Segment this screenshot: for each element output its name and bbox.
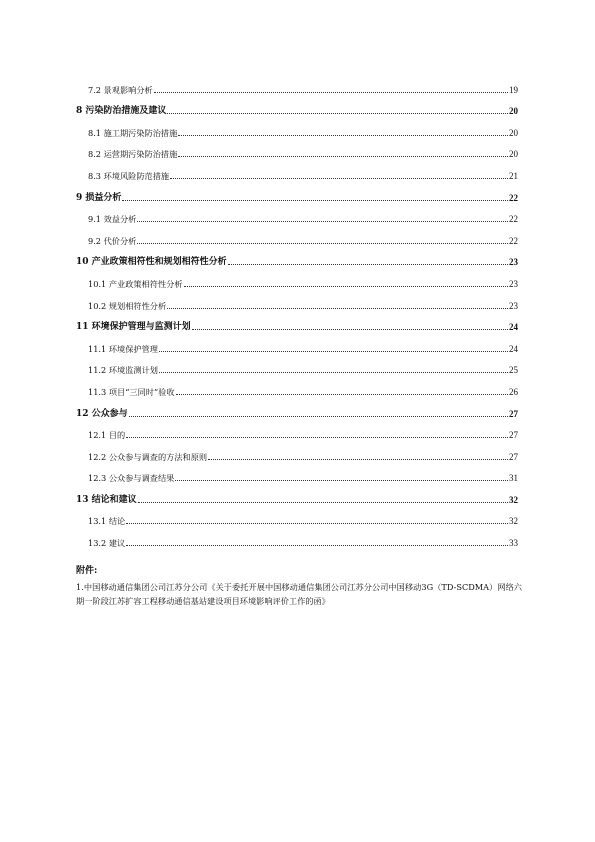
toc-page-number: 23 [509, 257, 518, 268]
toc-section-entry[interactable] [76, 225, 518, 247]
toc-page-number: 27 [509, 408, 518, 419]
toc-page-number: 32 [509, 494, 518, 505]
toc-entry-title: 7.2 景观影响分析 [88, 84, 153, 95]
toc-section-entry[interactable] [76, 74, 518, 96]
toc-page-number: 22 [509, 214, 518, 225]
toc-dot-leader [170, 178, 508, 179]
toc-dot-leader [192, 329, 508, 330]
toc-page-number: 25 [509, 365, 518, 376]
toc-dot-leader [122, 200, 508, 201]
toc-section-entry[interactable] [76, 160, 518, 182]
toc-entry-title: 10.1 产业政策相符性分析 [88, 278, 183, 289]
toc-dot-leader [159, 351, 508, 352]
toc-section-entry[interactable] [76, 355, 518, 377]
toc-page-number: 20 [509, 106, 518, 117]
toc-section-entry[interactable] [76, 204, 518, 226]
toc-dot-leader [178, 135, 508, 136]
attachments-section [76, 563, 522, 608]
attachment-item: 1.中国移动通信集团公司江苏分公司《关于委托开展中国移动通信集团公司江苏分公司中国移动3G（TD-SCDMA）网络六期一阶段江苏扩容工程移动通信基站建设项目环境影响评价工作的函》 [76, 582, 522, 606]
toc-chapter-entry[interactable] [76, 398, 518, 420]
toc-page-number: 23 [509, 278, 518, 289]
toc-page-number: 32 [509, 516, 518, 527]
toc-entry-title: 13.2 建议 [88, 538, 126, 549]
attachments-heading: 附件: [76, 566, 98, 576]
toc-dot-leader [208, 459, 508, 460]
toc-section-entry[interactable] [76, 290, 518, 312]
toc-entry-title: 11 环境保护管理与监测计划 [76, 322, 191, 333]
toc-entry-title: 13 结论和建议 [76, 494, 137, 505]
toc-entry-title: 12 公众参与 [76, 408, 128, 419]
toc-entry-title: 12.2 公众参与调查的方法和原则 [88, 451, 208, 462]
toc-dot-leader [167, 308, 508, 309]
table-of-contents [76, 74, 518, 549]
toc-entry-title: 10.2 规划相符性分析 [88, 300, 167, 311]
toc-dot-leader [137, 243, 508, 244]
toc-dot-leader [178, 156, 508, 157]
toc-section-entry[interactable] [76, 333, 518, 355]
toc-dot-leader [129, 416, 508, 417]
toc-entry-title: 11.3 项目“三同时”验收 [88, 386, 175, 397]
toc-dot-leader [175, 480, 508, 481]
toc-page-number: 24 [509, 322, 518, 333]
toc-page-number: 22 [509, 235, 518, 246]
toc-page-number: 27 [509, 451, 518, 462]
toc-section-entry[interactable] [76, 441, 518, 463]
toc-page-number: 21 [509, 170, 518, 181]
toc-entry-title: 9.2 代价分析 [88, 235, 137, 246]
toc-page-number: 19 [509, 84, 518, 95]
toc-section-entry[interactable] [76, 268, 518, 290]
toc-dot-leader [126, 545, 508, 546]
toc-dot-leader [176, 394, 508, 395]
toc-dot-leader [154, 92, 508, 93]
toc-entry-title: 8.1 施工期污染防治措施 [88, 127, 178, 138]
toc-section-entry[interactable] [76, 117, 518, 139]
toc-entry-title: 8 污染防治措施及建议 [76, 106, 167, 117]
toc-page-number: 20 [509, 149, 518, 160]
toc-section-entry[interactable] [76, 376, 518, 398]
toc-entry-title: 12.1 目的 [88, 430, 126, 441]
toc-entry-title: 10 产业政策相符性和规划相符性分析 [76, 257, 227, 268]
toc-page-number: 27 [509, 430, 518, 441]
toc-dot-leader [159, 372, 508, 373]
toc-page-number: 26 [509, 386, 518, 397]
toc-section-entry[interactable] [76, 463, 518, 485]
toc-page-number: 22 [509, 192, 518, 203]
toc-chapter-entry[interactable] [76, 182, 518, 204]
toc-dot-leader [228, 264, 508, 265]
toc-entry-title: 11.2 环境监测计划 [88, 365, 158, 376]
toc-page-number: 31 [509, 473, 518, 484]
toc-entry-title: 8.2 运营期污染防治措施 [88, 149, 178, 160]
toc-dot-leader [137, 221, 508, 222]
toc-dot-leader [126, 437, 508, 438]
toc-entry-title: 8.3 环境风险防范措施 [88, 170, 170, 181]
toc-chapter-entry[interactable] [76, 96, 518, 118]
toc-dot-leader [184, 286, 508, 287]
toc-section-entry[interactable] [76, 420, 518, 442]
toc-entry-title: 9.1 效益分析 [88, 214, 137, 225]
toc-dot-leader [138, 502, 508, 503]
toc-section-entry[interactable] [76, 139, 518, 161]
toc-entry-title: 12.3 公众参与调查结果 [88, 473, 175, 484]
toc-page-number: 23 [509, 300, 518, 311]
toc-dot-leader [126, 523, 508, 524]
toc-page-number: 24 [509, 343, 518, 354]
toc-chapter-entry[interactable] [76, 247, 518, 269]
toc-entry-title: 9 损益分析 [76, 192, 122, 203]
toc-section-entry[interactable] [76, 506, 518, 528]
toc-chapter-entry[interactable] [76, 484, 518, 506]
toc-entry-title: 13.1 结论 [88, 516, 126, 527]
toc-page-number: 33 [509, 538, 518, 549]
toc-dot-leader [167, 113, 508, 114]
toc-section-entry[interactable] [76, 527, 518, 549]
toc-page-number: 20 [509, 127, 518, 138]
toc-entry-title: 11.1 环境保护管理 [88, 343, 158, 354]
toc-chapter-entry[interactable] [76, 312, 518, 334]
